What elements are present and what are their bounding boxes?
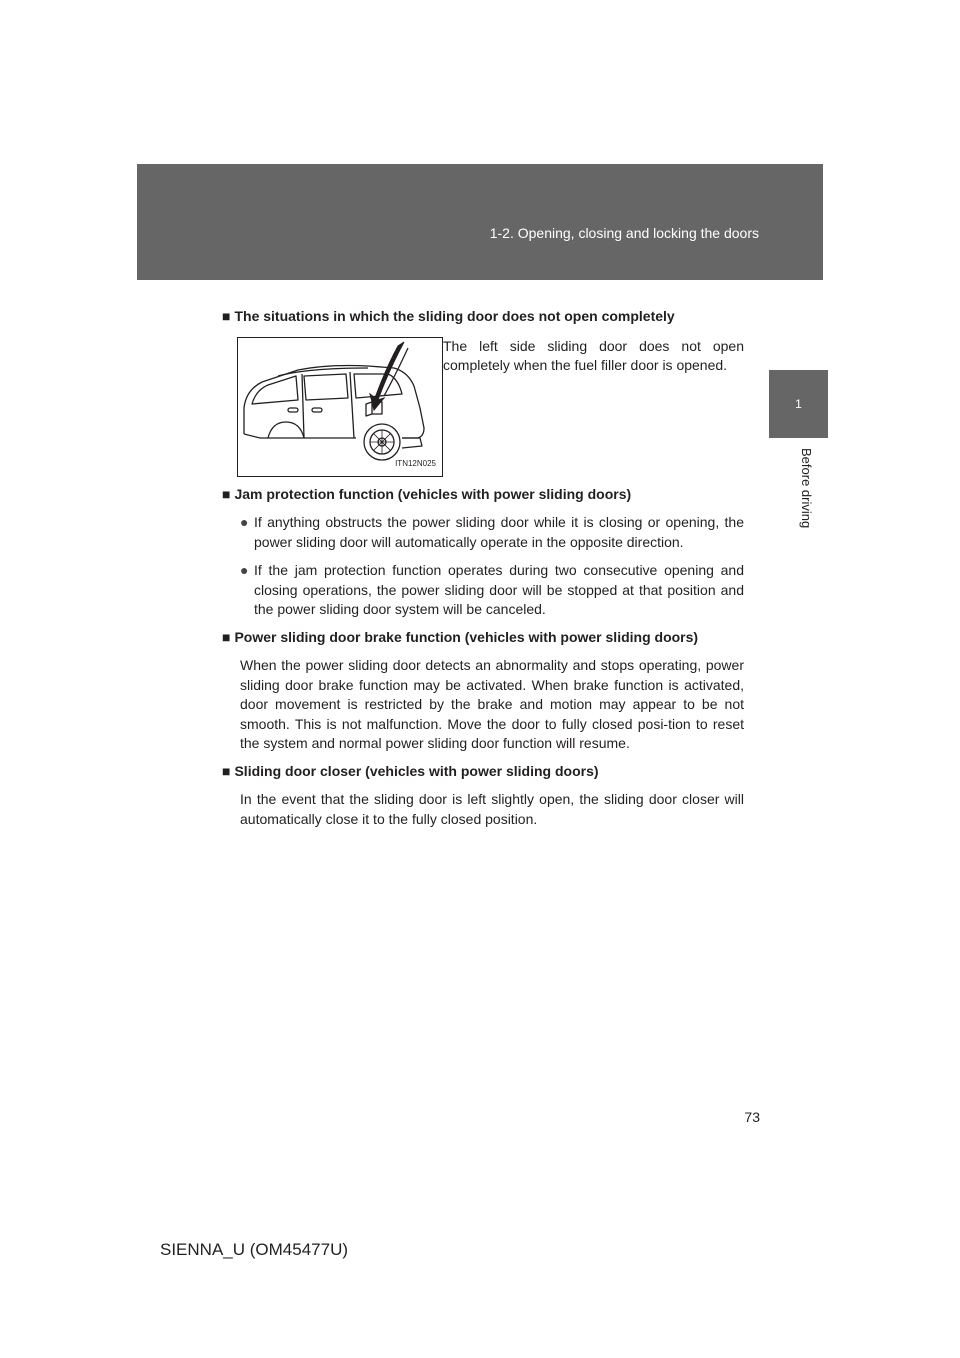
section-heading: ■ Sliding door closer (vehicles with power sliding doors) <box>222 762 599 779</box>
figure-row <box>222 337 744 477</box>
figure-caption: The left side sliding door does not open completely when the fuel filler door is opened. <box>443 337 744 373</box>
bullet-dot-icon: ● <box>240 514 249 530</box>
chapter-tab[interactable] <box>769 370 828 438</box>
section-body: When the power sliding door detects an abnormality and stops operating, power sliding door brake function may be activated. When brake function is activated, door movement is restricted by the brake and motion may appear to be not smooth. This is not malfunction. Move the door to fully closed posi-tion to reset the system and normal power sliding door function will resume. <box>240 657 744 751</box>
page-number: 73 <box>744 1109 760 1125</box>
main-content <box>222 307 744 829</box>
list-item: ● If the jam protection function operates during two consecutive opening and closing operations, the power sliding door will be stopped at that position and the power sliding door system will be canceled. <box>222 561 744 620</box>
chapter-label: Before driving <box>799 448 814 529</box>
section-body: In the event that the sliding door is left slightly open, the sliding door closer will automatically close it to the fully closed position. <box>240 791 744 827</box>
chapter-number: 1 <box>795 397 802 411</box>
minivan-illustration <box>237 337 443 477</box>
section-heading: ■ The situations in which the sliding door does not open completely <box>222 308 675 324</box>
header-band <box>137 164 823 280</box>
square-bullet-icon: ■ <box>222 762 231 779</box>
section-title: 1-2. Opening, closing and locking the doors <box>489 225 759 241</box>
section-heading: ■ Power sliding door brake function (vehicles with power sliding doors) <box>222 628 699 645</box>
list-item: ● If anything obstructs the power sliding door while it is closing or opening, the power sliding door will automatically operate in the opposite direction. <box>222 513 744 552</box>
document-code: SIENNA_U (OM45477U) <box>160 1240 349 1259</box>
bullet-dot-icon: ● <box>240 562 249 578</box>
figure-code: ITN12N025 <box>395 459 436 468</box>
square-bullet-icon: ■ <box>222 308 231 324</box>
square-bullet-icon: ■ <box>222 628 231 645</box>
section-heading: ■ Jam protection function (vehicles with power sliding doors) <box>222 485 632 502</box>
square-bullet-icon: ■ <box>222 485 231 502</box>
